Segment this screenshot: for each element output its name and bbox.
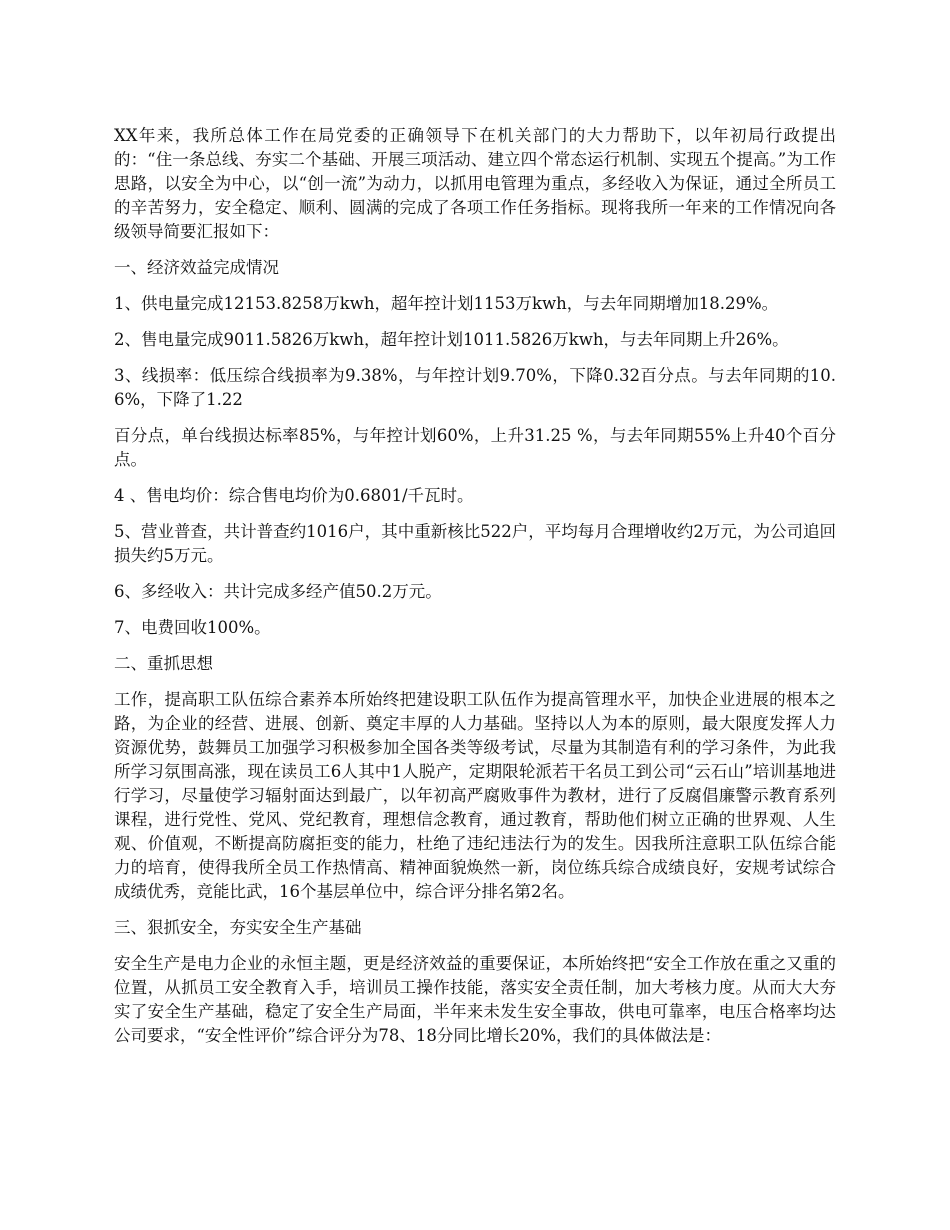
item-fee-recovery: 7、电费回收100%。 xyxy=(114,618,271,637)
section-heading-safety: 三、狠抓安全，夯实安全生产基础 xyxy=(114,918,362,937)
section-heading-economic: 一、经济效益完成情况 xyxy=(114,258,279,277)
item-power-supply: 1、供电量完成12153.8258万kwh，超年控计划1153万kwh，与去年同期增加18.29%。 xyxy=(114,294,779,313)
safety-paragraph: 安全生产是电力企业的永恒主题，更是经济效益的重要保证，本所始终把“安全工作放在重之又重的位置，从抓员工安全教育入手，培训员工操作技能，落实安全责任制，加大考核力度。从而大大夯实了安全生产基础，稳定了安全生产局面，半年来未发生安全事故，供电可靠率，电压合格率均达公司要求，“安全性评价”综合评分为78、18分同比增长20%，我们的具体做法是： xyxy=(114,954,836,1045)
document-body xyxy=(114,124,836,1060)
item-diversified-income: 6、多经收入：共计完成多经产值50.2万元。 xyxy=(114,582,442,601)
section-heading-ideology: 二、重抓思想 xyxy=(114,654,213,673)
item-line-loss-continued: 百分点，单台线损达标率85%，与年控计划60%，上升31.25 %，与去年同期55%上升40个百分点。 xyxy=(114,426,836,469)
intro-paragraph: XX年来，我所总体工作在局党委的正确领导下在机关部门的大力帮助下，以年初局行政提出的：“住一条总线、夯实二个基础、开展三项活动、建立四个常态运行机制、实现五个提高。”为工作思路，以安全为中心，以“创一流”为动力，以抓用电管理为重点，多经收入为保证，通过全所员工的辛苦努力，安全稳定、顺利、圆满的完成了各项工作任务指标。现将我所一年来的工作情况向各级领导简要汇报如下： xyxy=(114,126,836,241)
ideology-paragraph: 工作，提高职工队伍综合素养本所始终把建设职工队伍作为提高管理水平，加快企业进展的根本之路，为企业的经营、进展、创新、奠定丰厚的人力基础。坚持以人为本的原则，最大限度发挥人力资源优势，鼓舞员工加强学习积极参加全国各类等级考试，尽量为其制造有利的学习条件，为此我所学习氛围高涨，现在读员工6人其中1人脱产，定期限轮派若干名员工到公司“云石山”培训基地进行学习，尽量使学习辐射面达到最广，以年初高严腐败事件为教材，进行了反腐倡廉警示教育系列课程，进行党性、党风、党纪教育，理想信念教育，通过教育，帮助他们树立正确的世界观、人生观、价值观，不断提高防腐拒变的能力，杜绝了违纪违法行为的发生。因我所注意职工队伍综合能力的培育，使得我所全员工作热情高、精神面貌焕然一新，岗位练兵综合成绩良好，安规考试综合成绩优秀，竞能比武，16个基层单位中，综合评分排名第2名。 xyxy=(114,690,836,901)
item-average-price: 4 、售电均价：综合售电均价为0.6801/千瓦时。 xyxy=(114,486,474,505)
item-business-survey: 5、营业普查，共计普查约1016户，其中重新核比522户，平均每月合理增收约2万元，为公司追回损失约5万元。 xyxy=(114,522,836,565)
item-power-sales: 2、售电量完成9011.5826万kwh，超年控计划1011.5826万kwh，与去年同期上升26%。 xyxy=(114,330,789,349)
item-line-loss: 3、线损率：低压综合线损率为9.38%，与年控计划9.70%，下降0.32百分点。与去年同期的10.6%，下降了1.22 xyxy=(114,366,836,409)
